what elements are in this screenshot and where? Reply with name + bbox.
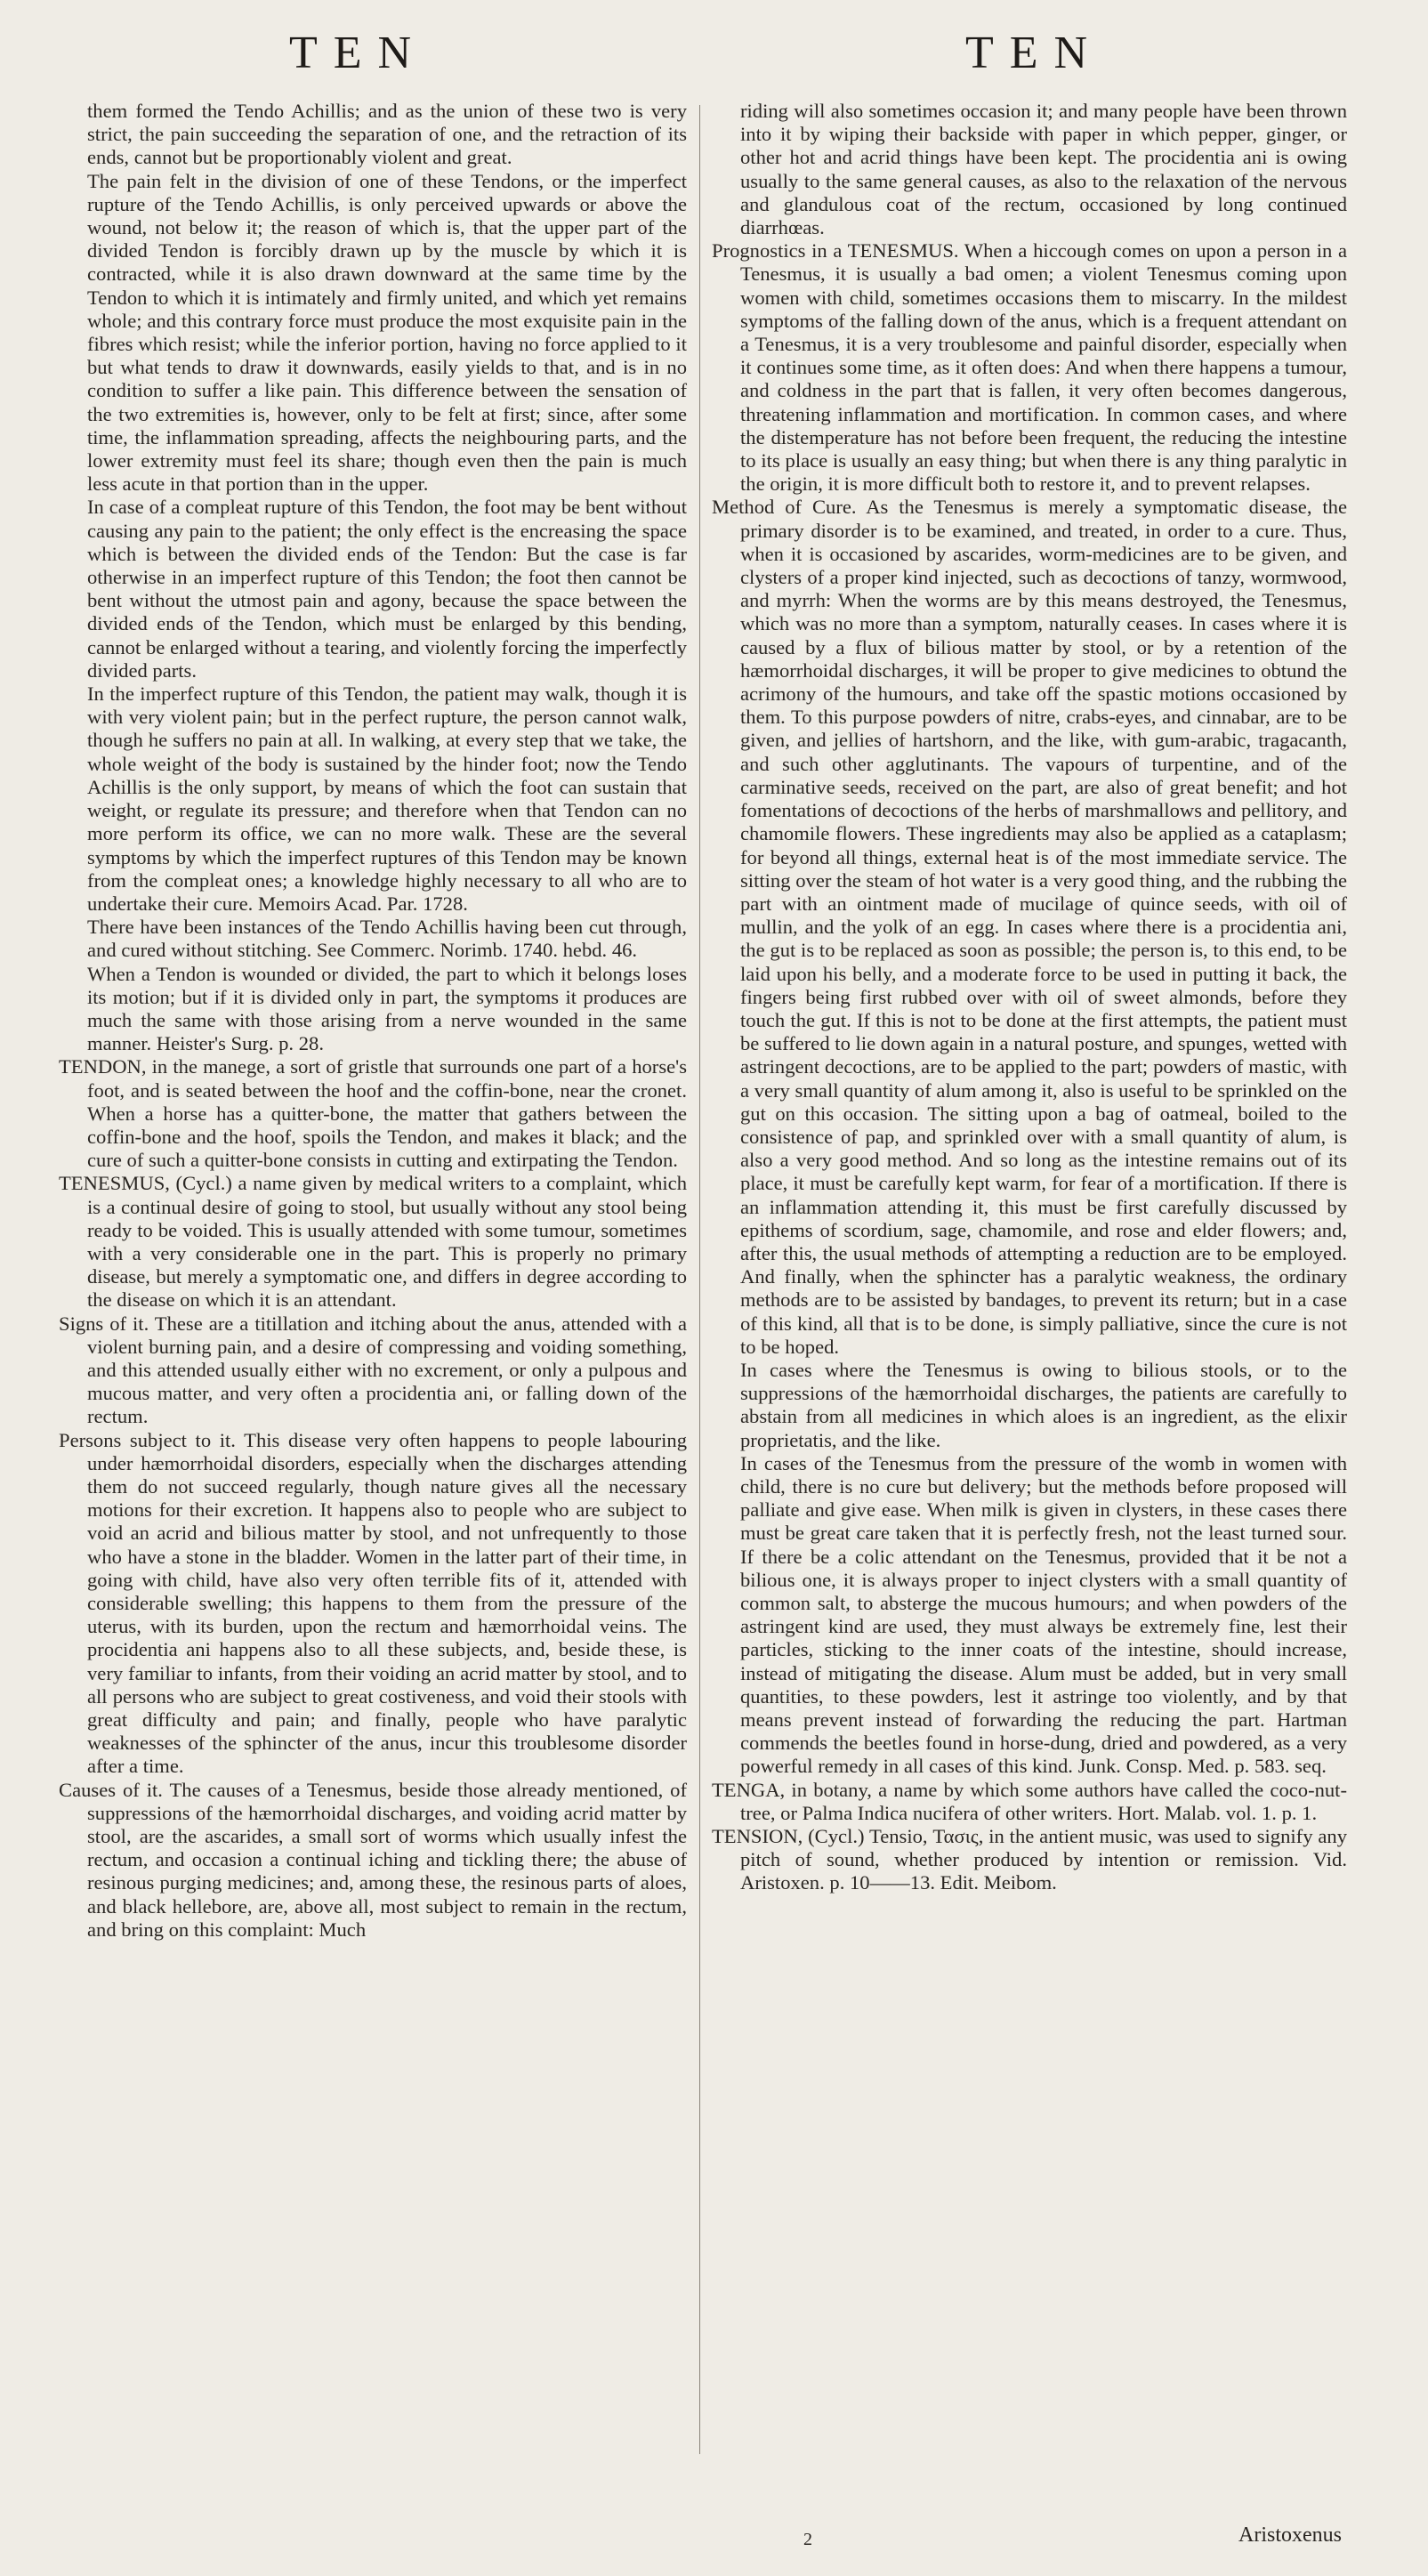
paragraph: In cases of the Tenesmus from the pressure of the womb in women with child, there is no cure but delivery; but the methods before proposed will palliate and give ease. When milk is given in clysters, in these cases there must be great care taken that it is perfectly fresh, not the least turned sour. If there be a colic attendant on the Tenesmus, provided that it be not a bilious one, it is always proper to inject clysters with a small quantity of common salt, to absterge the mucous humours; and when powders of the astringent kind are used, they must always be extremely fine, lest their particles, sticking to the inner coats of the intestine, should increase, instead of mitigating the disease. Alum must be added, but in very small quantities, to these powders, lest it astringe too violently, and by that means prevent instead of forwarding the reducing the part. Hartman commends the beetles found in horse-dung, dried and powdered, as a very powerful remedy in all cases of this kind. Junk. Consp. Med. p. 583. seq. xyxy=(740,1451,1347,1778)
paragraph: In the imperfect rupture of this Tendon, the patient may walk, though it is with very violent pain; but in the perfect rupture, the person cannot walk, though he suffers no pain at all. In walking, at every step that we take, the whole weight of the body is sustained by the hinder foot; now the Tendo Achillis is the only support, by means of which the foot can sustain that weight, or regulate its pressure; and therefore when that Tendon can no more perform its office, we can no more walk. These are the several symptoms by which the imperfect ruptures of this Tendon may be known from the compleat ones; a knowledge highly necessary to all who are to undertake their cure. Memoirs Acad. Par. 1728. xyxy=(87,682,687,915)
paragraph: In case of a compleat rupture of this Tendon, the foot may be bent without causing any pain to the patient; the only effect is the encreasing the space which is between the divided ends of the Tendon: But the case is far otherwise in an imperfect rupture of this Tendon; the foot then cannot be bent without the utmost pain and agony, because the space between the divided ends of the Tendon, which must be enlarged by this bending, cannot be enlarged without a tearing, and violently forcing the imperfectly divided parts. xyxy=(87,496,687,682)
paragraph: When a Tendon is wounded or divided, the part to which it belongs loses its motion; but if it is divided only in part, the symptoms it produces are much the same with those arising from a nerve wounded in the same manner. Heister's Surg. p. 28. xyxy=(87,962,687,1055)
paragraph: The pain felt in the division of one of these Tendons, or the imperfect rupture of the Tendo Achillis, is only perceived upwards or above the wound, not below it; the reason of which is, that the upper part of the divided Tendon is forcibly drawn up by the muscle by which it is contracted, while it is also drawn downward at the same time by the Tendon to which it is intimately and firmly united, and which yet remains whole; and this contrary force must produce the most exquisite pain in the fibres which resist; while the inferior portion, having no force applied to it but what tends to draw it downwards, easily yields to that, and is in no condition to suffer a like pain. This difference between the sensation of the two extremities is, however, only to be felt at first; since, after some time, the inflammation spreading, affects the neighbouring parts, and the lower extremity must feel its share; though even then the pain is much less acute in that portion than in the upper. xyxy=(87,169,687,496)
running-head-left: TEN xyxy=(289,28,428,78)
paragraph: In cases where the Tenesmus is owing to bilious stools, or to the suppressions of the hæmorrhoidal discharges, the patients are carefully to abstain from all medicines in which aloes is an ingredient, as the elixir proprietatis, and the like. xyxy=(740,1358,1347,1451)
paragraph: TENDON, in the manege, a sort of gristle that surrounds one part of a horse's foot, and is seated between the hoof and the coffin-bone, near the cronet. When a horse has a quitter-bone, the matter that gathers between the coffin-bone and the hoof, spoils the Tendon, and makes it black; and the cure of such a quitter-bone consists in cutting and extirpating the Tendon. xyxy=(59,1055,687,1172)
running-head-right: TEN xyxy=(965,28,1104,78)
paragraph: TENGA, in botany, a name by which some authors have called the coco-nut-tree, or Palma Indica nucifera of other writers. Hort. Malab. vol. 1. p. 1. xyxy=(712,1778,1347,1824)
paragraph: Method of Cure. As the Tenesmus is merely a symptomatic disease, the primary disorder is to be examined, and treated, in order to a cure. Thus, when it is occasioned by ascarides, worm-medicines are to be given, and clysters of a proper kind injected, such as decoctions of tanzy, wormwood, and myrrh: When the worms are by this means destroyed, the Tenesmus, which was no more than a symptom, naturally ceases. In cases where it is caused by a flux of bilious matter by stool, or by a retention of the hæmorrhoidal discharges, it will be proper to give medicines to obtund the acrimony of the humours, and take off the spastic motions occasioned by them. To this purpose powders of nitre, crabs-eyes, and cinnabar, are to be given, and jellies of hartshorn, and the like, with gum-arabic, tragacanth, and such other agglutinants. The vapours of turpentine, and of the carminative seeds, received on the part, are also of great benefit; and hot fomentations of decoctions of the herbs of marshmallows and pellitory, and chamomile flowers. These ingredients may also be applied as a cataplasm; for beyond all things, external heat is of the most immediate service. The sitting over the steam of hot water is a very good thing, and the rubbing the part with an ointment made of mucilage of quince seeds, with oil of mullin, and the yolk of an egg. In cases where there is a procidentia ani, the gut is to be replaced as soon as possible; the person is, to this end, to be laid upon his belly, and a moderate force to be used in putting it back, the fingers being first rubbed over with oil of sweet almonds, before they touch the gut. If this is not to be done at the first attempts, the patient must be suffered to lie down again in a natural posture, and spunges, wetted with astringent decoctions, are to be applied to the part; powders of mastic, with a very small quantity of alum among it, also is useful to be sprinkled on the gut on this occasion. The sitting upon a bag of oatmeal, boiled to the consistence of pap, and sprinkled over with a small quantity of alum, is also a very good method. And so long as the intestine remains out of its place, it must be carefully kept warm, for fear of a mortification. If there is an inflammation attending it, this must be first carefully discussed by epithems of scordium, sage, chamomile, and rose and elder flowers; and, after this, the usual methods of attempting a reduction are to be employed. And finally, when the sphincter has a paralytic weakness, the ordinary methods are to be assisted by bandages, to prevent its return; but in a case of this kind, all that is to be done, is simply palliative, since the cure is not to be hoped. xyxy=(712,496,1347,1358)
column-rule xyxy=(699,105,700,2454)
left-column xyxy=(59,100,687,1942)
paragraph: Signs of it. These are a titillation and itching about the anus, attended with a violent burning pain, and a desire of compressing and voiding something, and this attended usually either with no excrement, or only a pulpous and mucous matter, and very often a procidentia ani, or falling down of the rectum. xyxy=(59,1312,687,1428)
paragraph: Prognostics in a TENESMUS. When a hiccough comes on upon a person in a Tenesmus, it is usually a bad omen; a violent Tenesmus coming upon women with child, sometimes occasions them to miscarry. In the mildest symptoms of the falling down of the anus, which is a frequent attendant on a Tenesmus, it is a very troublesome and painful disorder, especially when it continues some time, as it often does: And when there happens a tumour, and coldness in the part that is fallen, it very often becomes dangerous, threatening inflammation and mortification. In common cases, and where the distemperature has not before been frequent, the reducing the intestine to its place is usually an easy thing; but when there is any thing paralytic in the origin, it is more difficult both to restore it, and to prevent relapses. xyxy=(712,239,1347,496)
catchword: Aristoxenus xyxy=(1238,2524,1342,2547)
paragraph: TENSION, (Cycl.) Tensio, Τασις, in the antient music, was used to signify any pitch of sound, whether produced by intention or remission. Vid. Aristoxen. p. 10——13. Edit. Meibom. xyxy=(712,1825,1347,1894)
paragraph: riding will also sometimes occasion it; and many people have been thrown into it by wiping their backside with paper in which pepper, ginger, or other hot and acrid things have been kept. The procidentia ani is owing usually to the same general causes, as also to the relaxation of the nervous and glandulous coat of the rectum, occasioned by long continued diarrhœas. xyxy=(740,100,1347,239)
paragraph: Persons subject to it. This disease very often happens to people labouring under hæmorrhoidal disorders, especially when the discharges attending them do not succeed regularly, though nature gives all the necessary motions for their excretion. It happens also to people who are subject to void an acrid and bilious matter by stool, and not unfrequently to those who have a stone in the bladder. Women in the latter part of their time, in going with child, have also very often terrible fits of it, attended with considerable swelling; this happens to them from the pressure of the uterus, with its burden, upon the rectum and hæmorrhoidal veins. The procidentia ani happens also to all these subjects, and, beside these, is very familiar to infants, from their voiding an acrid matter by stool, and to all persons who are subject to great costiveness, and void their stools with great difficulty and pain; and finally, people who have paralytic weaknesses of the sphincter of the anus, incur this troublesome disorder after a time. xyxy=(59,1428,687,1778)
paragraph: them formed the Tendo Achillis; and as the union of these two is very strict, the pain succeeding the separation of one, and the retraction of its ends, cannot but be proportionably violent and great. xyxy=(87,100,687,169)
paragraph: There have been instances of the Tendo Achillis having been cut through, and cured without stitching. See Commerc. Norimb. 1740. hebd. 46. xyxy=(87,916,687,962)
paragraph: TENESMUS, (Cycl.) a name given by medical writers to a complaint, which is a continual desire of going to stool, but usually without any stool being ready to be voided. This is usually attended with some tumour, sometimes with a very considerable one in the part. This is properly no primary disease, but merely a symptomatic one, and differs in degree according to the disease on which it is an attendant. xyxy=(59,1172,687,1312)
page-number: 2 xyxy=(803,2530,812,2549)
paragraph: Causes of it. The causes of a Tenesmus, beside those already mentioned, of suppressions of the hæmorrhoidal discharges, and voiding acrid matter by stool, are the ascarides, a small sort of worms which usually infest the rectum, and occasion a continual iching and tickling there; the abuse of resinous purging medicines; and, among these, the resinous parts of aloes, and black hellebore, are, above all, most subject to remain in the rectum, and bring on this complaint: Much xyxy=(59,1778,687,1941)
right-column xyxy=(712,100,1347,1895)
